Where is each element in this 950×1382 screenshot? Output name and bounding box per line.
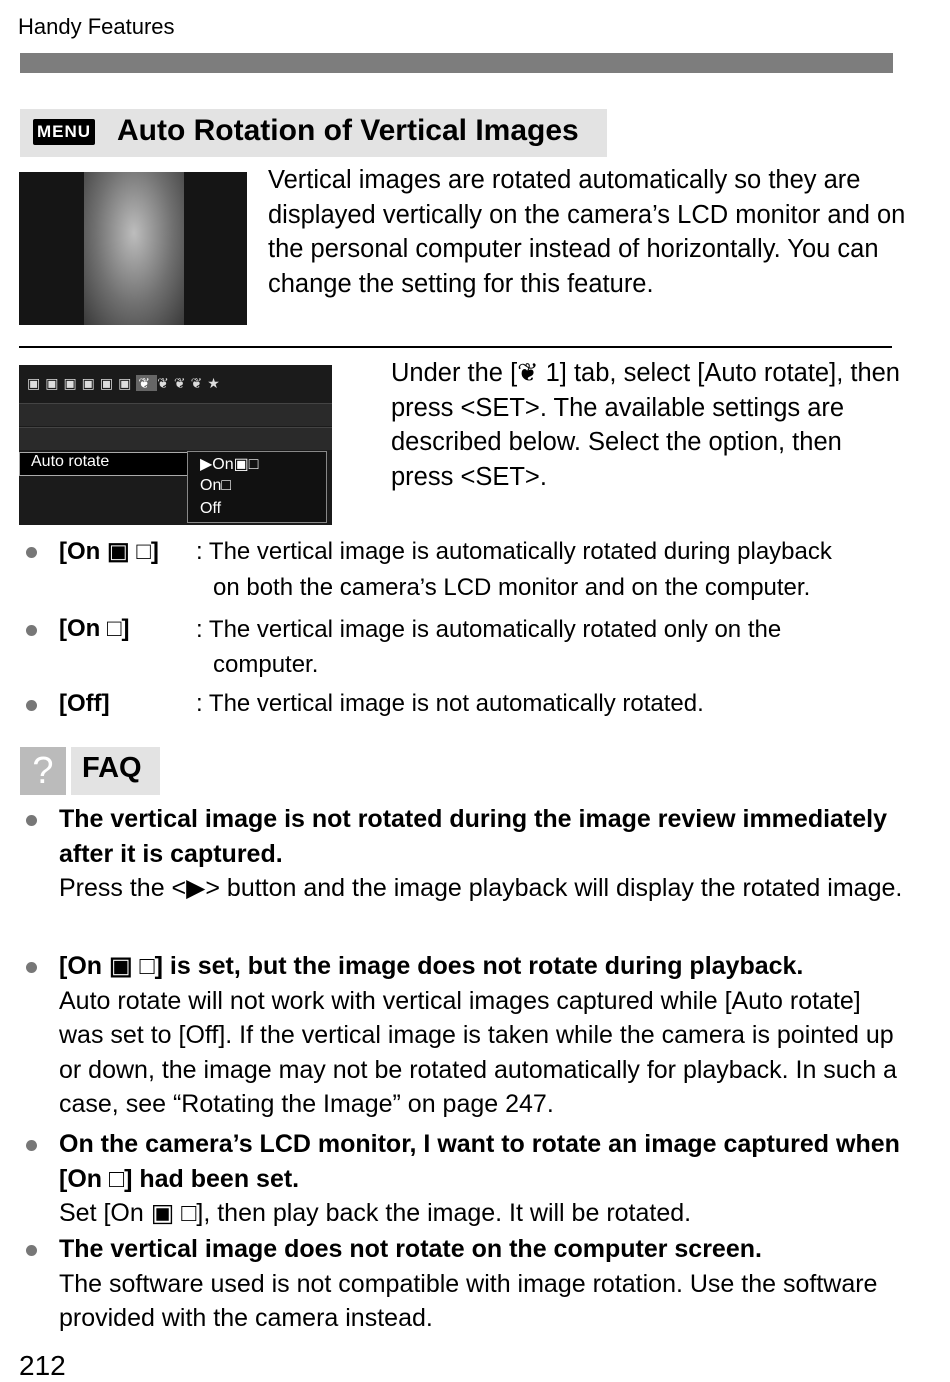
section-title: Auto Rotation of Vertical Images bbox=[117, 114, 579, 147]
faq-answer: Set [On ▣ □], then play back the image. It will be rotated. bbox=[59, 1199, 692, 1227]
bullet-icon bbox=[26, 547, 37, 558]
lcd-option: Off bbox=[200, 500, 222, 517]
lcd-tab-row: ▣▣▣▣▣▣ ❦ ❦❦❦★ bbox=[27, 375, 225, 391]
header-rule bbox=[20, 53, 893, 73]
lcd-option: ▶On▣□ bbox=[200, 456, 259, 473]
setting-label: [Off] bbox=[59, 690, 110, 717]
faq-heading bbox=[71, 747, 160, 795]
faq-title: FAQ bbox=[82, 752, 142, 784]
running-header: Handy Features bbox=[18, 14, 175, 39]
bullet-icon bbox=[26, 1140, 37, 1151]
faq-answer: The software used is not compatible with image rotation. Use the software provided with the camera instead. bbox=[59, 1269, 878, 1332]
setting-desc: : The vertical image is automatically rotated during playback bbox=[196, 538, 832, 565]
bullet-icon bbox=[26, 815, 37, 826]
question-icon: ? bbox=[20, 747, 66, 795]
page-number: 212 bbox=[19, 1350, 66, 1381]
wrench-tab-icon: ❦ bbox=[138, 375, 156, 391]
bullet-icon bbox=[26, 1245, 37, 1256]
bullet-icon bbox=[26, 625, 37, 636]
setting-label: [On ▣ □] bbox=[59, 538, 159, 565]
lcd-option: On□ bbox=[200, 477, 232, 494]
faq-item bbox=[59, 949, 909, 1122]
setting-desc-cont: on both the camera’s LCD monitor and on the computer. bbox=[213, 574, 811, 601]
faq-question: The vertical image is not rotated during the image review immediately after it is captured. bbox=[59, 805, 888, 868]
faq-item bbox=[59, 1232, 909, 1336]
instruction-paragraph: Under the [❦ 1] tab, select [Auto rotate], then press <SET>. The available settings are described below. Select the option, then press <SET>. bbox=[391, 359, 900, 491]
portrait-photo bbox=[19, 172, 247, 325]
faq-answer: Press the <▶> button and the image playback will display the rotated image. bbox=[59, 874, 903, 902]
divider bbox=[19, 346, 892, 348]
faq-item bbox=[59, 1127, 909, 1231]
bullet-icon bbox=[26, 700, 37, 711]
intro-paragraph: Vertical images are rotated automatically so they are displayed vertically on the camera’s LCD monitor and on the personal computer instead of horizontally. You can change the setting for this feature. bbox=[268, 166, 906, 298]
faq-item bbox=[59, 802, 909, 906]
menu-icon: MENU bbox=[33, 119, 95, 145]
setting-label: [On □] bbox=[59, 615, 130, 642]
setting-desc: : The vertical image is not automatically rotated. bbox=[196, 690, 704, 717]
lcd-item-label: Auto rotate bbox=[31, 453, 110, 470]
bullet-icon bbox=[26, 962, 37, 973]
faq-question: [On ▣ □] is set, but the image does not rotate during playback. bbox=[59, 952, 804, 980]
setting-desc: : The vertical image is automatically rotated only on the bbox=[196, 616, 782, 643]
setting-desc-cont: computer. bbox=[213, 651, 319, 678]
faq-question: The vertical image does not rotate on the computer screen. bbox=[59, 1235, 762, 1263]
section-heading bbox=[20, 109, 607, 157]
lcd-menu-screenshot bbox=[19, 365, 332, 525]
faq-answer: Auto rotate will not work with vertical images captured while [Auto rotate] was set to [Off]. If the vertical image is taken while the camera is pointed up or down, the image may not be rotated automatically for playback. In such a case, see “Rotating the Image” on page 247. bbox=[59, 986, 897, 1118]
faq-question: On the camera’s LCD monitor, I want to rotate an image captured when [On □] had been set. bbox=[59, 1130, 900, 1193]
